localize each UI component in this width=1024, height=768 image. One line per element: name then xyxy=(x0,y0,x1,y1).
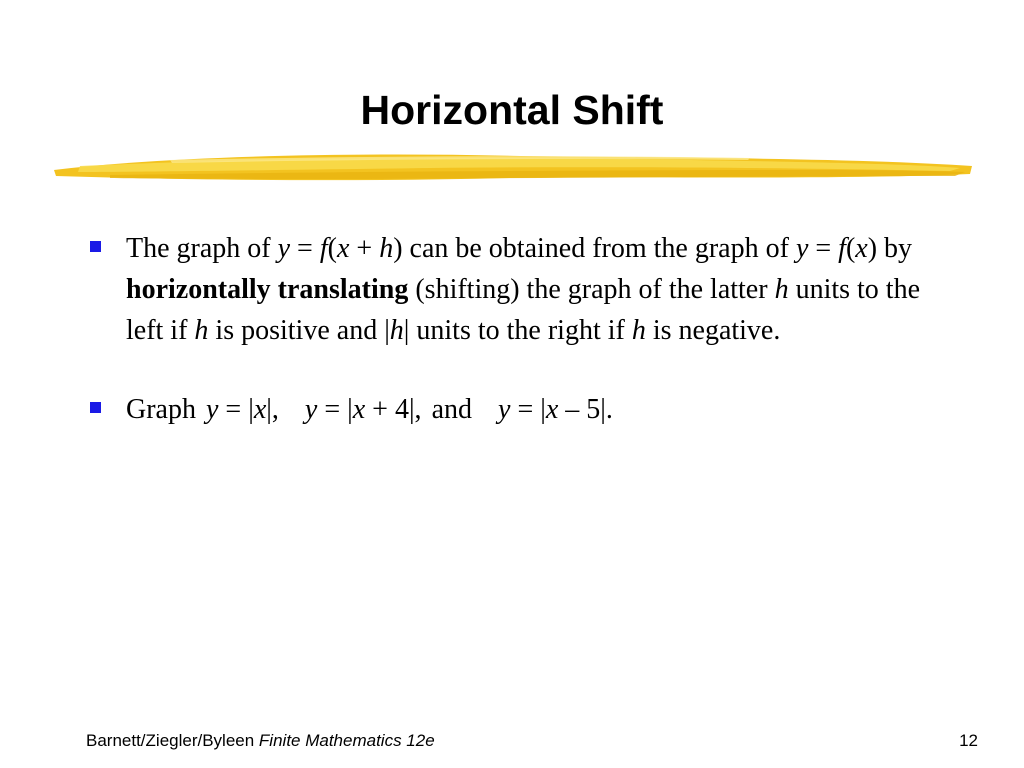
bullet-item-2 xyxy=(88,389,958,430)
bullet-item-1 xyxy=(88,228,958,351)
highlighter-stroke xyxy=(50,146,976,186)
page-number: 12 xyxy=(959,731,978,750)
footer-citation: Barnett/Ziegler/Byleen Finite Mathematics 12e xyxy=(86,731,435,750)
bold-term: horizontally translating xyxy=(126,274,409,305)
bullet-text-1: The graph of y = f(x + h) can be obtained from the graph of y = f(x) by horizontally translating (shifting) the graph of the latter h units to the left if h is positive and |h| units to the right if h is negative. xyxy=(126,233,921,346)
square-bullet-icon xyxy=(90,402,101,413)
slide-title: Horizontal Shift xyxy=(360,87,664,133)
square-bullet-icon xyxy=(90,241,101,252)
bullet-text-2: Graph y = |x|, y = |x + 4|, and y = |x – 5|. xyxy=(126,394,613,425)
bullet-list xyxy=(88,228,958,430)
